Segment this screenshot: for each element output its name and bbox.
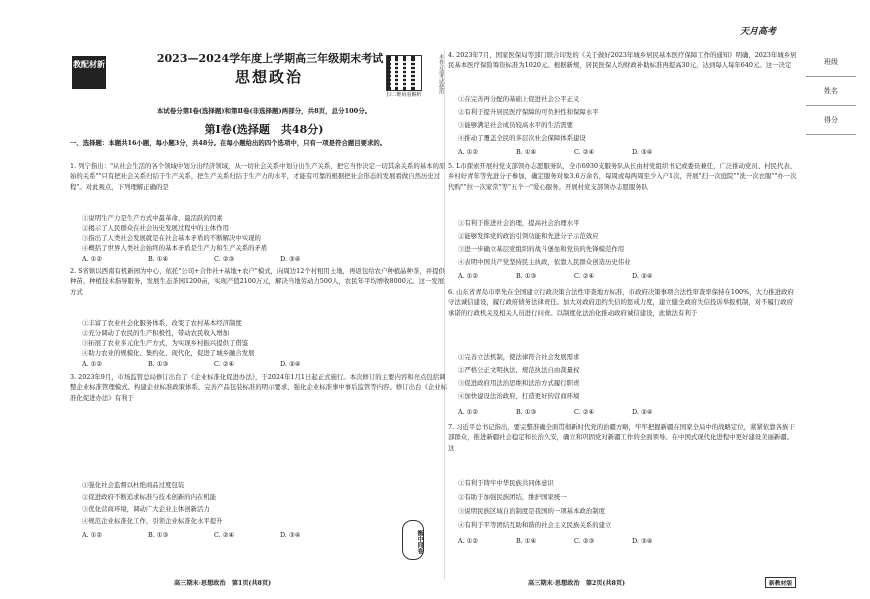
question-6-choices xyxy=(458,407,690,417)
question-4-option: ②有利于提升居民医疗保障的可负担性和保障水平 xyxy=(458,108,599,116)
question-1-option: ④概括了世界人类社会始终的基本矛盾是生产力和生产关系的矛盾 xyxy=(82,244,268,252)
question-1-option: ②揭示了人民群众在社会历史发展过程中的主体作用 xyxy=(82,224,229,232)
question-3-option: ③优化营商环境，调动广大企业主体创新活力 xyxy=(82,505,210,513)
question-3-option: ②促进政府不断追求标准与技术创新的内在机能 xyxy=(82,493,217,501)
choice-b[interactable]: B. ①④ xyxy=(148,255,169,263)
choice-a[interactable]: A. ①② xyxy=(458,272,479,280)
choice-c[interactable]: C. ②④ xyxy=(214,360,235,368)
choice-c[interactable]: C. ②③ xyxy=(574,537,595,545)
question-4-option: ④推动了覆盖全民的多层次社会保障体系建设 xyxy=(458,134,586,142)
section-instructions: 一、选择题：本题共16小题，每小题3分，共48分。在每小题给出的四个选项中，只有一项是符合题目要求的。 xyxy=(70,139,387,147)
question-6-option: ③促进政府用法治思维和法治方式履行职责 xyxy=(458,379,580,387)
question-5-option: ④表明中国共产党坚持民主执政，依靠人民群众创造历史伟业 xyxy=(458,258,631,266)
question-5-stem: 5. L市探索开展村党支部领办志愿服务队，全市6930支服务队从长由村党组织书记或委员兼任，广泛推动党员、村民代表、乡村好青年等先进分子参加，确定服务对象3.6万余名，每周或每两周至少入户1次，开展"扫一次庭院""洗一次衣服""办一次代购""拉一次家常"等"五个一"爱心服务。开展村党支部领办志愿服务队 xyxy=(448,162,797,191)
question-2-option: ①丰富了农业社会化服务体系，改变了农村基本经济制度 xyxy=(82,319,242,327)
choice-b[interactable]: B. ①③ xyxy=(148,531,169,539)
page-footer: 高三期末·思想政治 第2页(共8页) xyxy=(528,580,626,587)
exam-info: 本试卷分第Ⅰ卷(选择题)和第Ⅱ卷(非选择题)两部分，共8页，总分100分。 xyxy=(156,107,372,115)
choice-a[interactable]: A. ①② xyxy=(82,360,103,368)
question-1-option: ③指出了人类社会发展就是在社会基本矛盾的不断解决中实现的 xyxy=(82,234,261,242)
qr-label: 扫二维码看解析 xyxy=(386,92,422,98)
choice-a[interactable]: A. ①② xyxy=(458,148,479,156)
choice-b[interactable]: B. ①④ xyxy=(516,537,537,545)
choice-b[interactable]: B. ①③ xyxy=(516,408,537,416)
publisher-logo: 教配材新 xyxy=(72,56,106,89)
question-2-choices xyxy=(82,359,346,369)
question-6-option: ①完善立法机制，使法律符合社会发展需求 xyxy=(458,353,580,361)
page-footer: 高三期末·思想政治 第1页(共8页) xyxy=(174,580,272,587)
class-field[interactable]: 班级 xyxy=(806,48,856,77)
choice-b[interactable]: B. ①④ xyxy=(516,148,537,156)
question-3-choices xyxy=(82,530,346,540)
question-2-option: ③拓展了农业多元化生产方式，为实现乡村振兴提供了借鉴 xyxy=(82,339,249,347)
question-7-choices xyxy=(458,536,690,546)
choice-d[interactable]: D. ③④ xyxy=(632,148,653,156)
question-6-stem: 6. 山东省青岛市率先在全国建立行政决策合法性审查地方标准，市政府决策事项合法性审查率保持在100%，大力推进政府守法诚信建设，履行政府债务法律责任。加大对政府违约失信的惩戒力度，建立健全政府失信投诉举报机制，对不履行政府承诺的行政机关及相关人员进行问责。以制度化法治化推动政府诚信建设，此做法有利于 xyxy=(448,288,794,317)
question-7-option: ①有利于铸牢中华民族共同体意识 xyxy=(458,479,554,487)
subject-title: 思想政治 xyxy=(234,68,303,86)
choice-d[interactable]: D. ③④ xyxy=(280,255,301,263)
question-2-stem: 2. S省镇以西南有机新园为中心，依托"公司+合作社+基地+农户"模式，向周边12个村租用土地，再返包给农户种植晶种茶，并提供种苗、种植技术指导服务，发展生态茶园1200亩，实现产值2100万元，解决当地劳动力500人，农民年平均增收8000元。这一发展方式 xyxy=(70,267,445,296)
seal-stamp: 衡中同卷 xyxy=(402,520,424,560)
question-7-option: ②有助于加强民族团结，维护国家统一 xyxy=(458,493,567,501)
choice-d[interactable]: D. ③④ xyxy=(632,537,653,545)
score-field[interactable]: 得分 xyxy=(806,106,856,135)
qr-code-icon[interactable] xyxy=(386,55,422,91)
choice-d[interactable]: D. ③④ xyxy=(632,408,653,416)
name-field[interactable]: 姓名 xyxy=(806,77,856,106)
exam-title: 2023—2024学年度上学期高三年级期末考试 xyxy=(156,52,384,65)
edition-badge: 新教材版 xyxy=(765,577,796,588)
student-info-fields xyxy=(806,48,856,135)
right-page xyxy=(448,0,798,599)
choice-c[interactable]: C. ②④ xyxy=(574,272,595,280)
question-1-option: ①说明生产力是生产方式中最革命、最活跃的因素 xyxy=(82,214,223,222)
question-2-option: ②充分调动了农民的生产积极性，带动农民收入增加 xyxy=(82,329,229,337)
choice-c[interactable]: C. ②④ xyxy=(214,531,235,539)
choice-a[interactable]: A. ①② xyxy=(82,255,103,263)
question-5-option: ①有利于推进社会治理，提高社会治理水平 xyxy=(458,219,580,227)
question-3-option: ①强化社会监督以杜绝商品过度包装 xyxy=(82,481,185,489)
question-6-option: ②严格公正文明执法，规范执法自由裁量权 xyxy=(458,366,580,374)
question-4-choices xyxy=(458,147,690,157)
left-page xyxy=(64,0,464,599)
question-7-option: ③说明民族区域自治制度是我国的一项基本政治制度 xyxy=(458,507,605,515)
question-3-option: ④规范企业标准化工作，引领企业标准化水平提升 xyxy=(82,517,223,525)
choice-d[interactable]: D. ③④ xyxy=(280,360,301,368)
choice-b[interactable]: B. ①③ xyxy=(148,360,169,368)
choice-a[interactable]: A. ①② xyxy=(82,531,103,539)
choice-c[interactable]: C. ②④ xyxy=(574,148,595,156)
question-4-option: ①在完善再分配的基础上促进社会公平正义 xyxy=(458,95,580,103)
question-7-stem: 7. 习近平总书记指出，要完整准确全面贯彻新时代党的治疆方略，牢牢把握新疆在国家全局中的战略定位，紧紧依靠各族干部群众，推进新疆社会稳定和长治久安，确立和巩固党对新疆工作的全面领导。在中国式现代化进程中更好建设美丽新疆。这 xyxy=(448,423,795,452)
choice-d[interactable]: D. ③④ xyxy=(632,272,653,280)
question-4-option: ③能够满足社会成员较高水平的生活需要 xyxy=(458,121,574,129)
question-1-choices xyxy=(82,254,346,264)
question-7-option: ④有利于平等团结互助和谐的社会主义民族关系的建立 xyxy=(458,521,612,529)
part-title: 第Ⅰ卷(选择题 共48分) xyxy=(204,123,324,136)
choice-b[interactable]: B. ①③ xyxy=(516,272,537,280)
question-4-stem: 4. 2023年7月，国家医保局等部门联合印发的《关于做好2023年城乡居民基本医疗保障工作的通知》明确，2023年城乡居民基本医疗保险筹资标准为1020元。根据新规，居民医保人均财政补助标准再提高30元，达到每人每年640元。这一决定 xyxy=(448,51,797,70)
side-note: 本卷合适考试使用 xyxy=(438,54,444,94)
question-1-stem: 1. 列宁指出："从社会生活的各个领域中划分出经济领域，从一切社会关系中划分出生产关系，把它当作决定一切其余关系的基本的原始的关系""只有把社会关系归结于生产关系，把生产关系归结于生产力的水平，才能有可靠的根据把社会形态的发展看做自然历史过程"。对此观点，下列理解正确的是 xyxy=(70,162,446,191)
choice-a[interactable]: A. ①② xyxy=(458,537,479,545)
choice-d[interactable]: D. ③④ xyxy=(280,531,301,539)
choice-c[interactable]: C. ②④ xyxy=(574,408,595,416)
choice-a[interactable]: A. ①② xyxy=(458,408,479,416)
question-6-option: ④加快建设法治政府，打造更好的营商环境 xyxy=(458,392,580,400)
question-5-choices xyxy=(458,271,690,281)
brand-logo: 天月高考 xyxy=(740,27,777,37)
question-2-option: ④助力农业的规模化、集约化、现代化，促进了城乡融合发展 xyxy=(82,349,255,357)
question-5-option: ②能够发挥党的政治引领功能和先进分子示范效应 xyxy=(458,232,599,240)
question-3-stem: 3. 2023年9月，市场监管总局修订出台了《企业标准化促进办法》，于2024年1月1日起正式施行。本次修订的主要内容和亮点包括调整企业标准管理模式、构建企业标准政策体系、完善产品包装标准的明示要求、强化企业标准事中事后监管等内容。修订出台《企业标准化促进办法》有利于 xyxy=(70,373,448,402)
question-5-option: ③进一步确立基层党组织的战斗堡垒和党员的先锋模范作用 xyxy=(458,245,625,253)
choice-c[interactable]: C. ②③ xyxy=(214,255,235,263)
